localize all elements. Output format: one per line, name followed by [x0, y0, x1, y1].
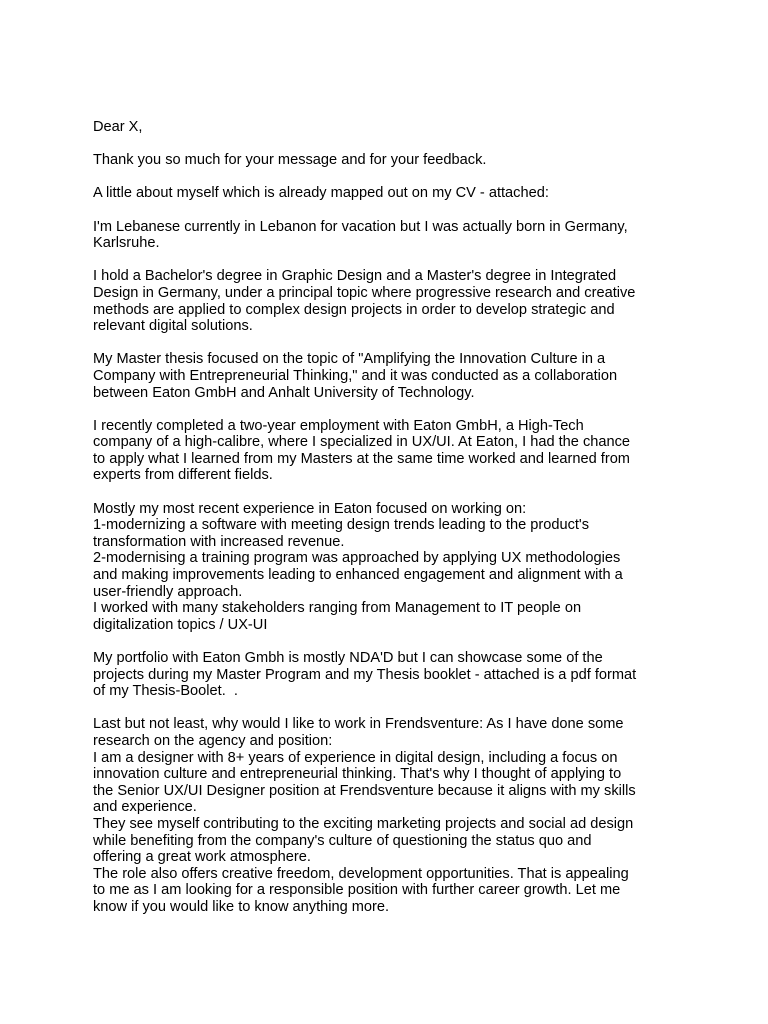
text-line: know if you would like to know anything more. [93, 898, 390, 915]
text-line: I recently completed a two-year employment with Eaton GmbH, a High-Tech [93, 417, 584, 434]
paragraph-experience [93, 501, 693, 634]
text-line: research on the agency and position: [93, 732, 333, 749]
text-line: Mostly my most recent experience in Eaton focused on working on: [93, 500, 527, 517]
text-line: of my Thesis-Boolet. . [93, 683, 238, 700]
paragraph-motivation [93, 716, 693, 915]
paragraph-employment [93, 418, 693, 484]
paragraph-thanks [93, 152, 693, 169]
text-line: digitalization topics / UX-UI [93, 616, 268, 633]
text-line: while benefiting from the company's culture of questioning the status quo and [93, 832, 592, 849]
text-line: and experience. [93, 799, 197, 816]
text-line: Design in Germany, under a principal topic where progressive research and creative [93, 284, 636, 301]
text-line: I hold a Bachelor's degree in Graphic Design and a Master's degree in Integrated [93, 268, 617, 285]
text-line: My Master thesis focused on the topic of "Amplifying the Innovation Culture in a [93, 351, 606, 368]
text-line: to apply what I learned from my Masters at the same time worked and learned from [93, 450, 630, 467]
text-line: experts from different fields. [93, 467, 273, 484]
text-line: user-friendly approach. [93, 583, 243, 600]
text-line: I worked with many stakeholders ranging from Management to IT people on [93, 600, 582, 617]
text-line: The role also offers creative freedom, development opportunities. That is appealing [93, 865, 629, 882]
letter-body [93, 119, 693, 932]
text-line: transformation with increased revenue. [93, 533, 345, 550]
text-line: and making improvements leading to enhanced engagement and alignment with a [93, 567, 623, 584]
text-line: innovation culture and entrepreneurial thinking. That's why I thought of applying to [93, 766, 622, 783]
text-line: They see myself contributing to the exciting marketing projects and social ad design [93, 815, 634, 832]
text-line: offering a great work atmosphere. [93, 849, 311, 866]
text-line: Thank you so much for your message and for your feedback. [93, 152, 487, 169]
paragraph-cv-intro [93, 185, 693, 202]
text-line: Karlsruhe. [93, 235, 160, 252]
text-line: Last but not least, why would I like to work in Frendsventure: As I have done some [93, 716, 624, 733]
text-line: the Senior UX/UI Designer position at Frendsventure because it aligns with my skills [93, 782, 636, 799]
paragraph-thesis [93, 351, 693, 401]
text-line: methods are applied to complex design projects in order to develop strategic and [93, 301, 615, 318]
text-line: 1-modernizing a software with meeting design trends leading to the product's [93, 517, 590, 534]
text-line: A little about myself which is already mapped out on my CV - attached: [93, 185, 549, 202]
text-line: between Eaton GmbH and Anhalt University of Technology. [93, 384, 475, 401]
text-line: Company with Entrepreneurial Thinking," and it was conducted as a collaboration [93, 367, 618, 384]
text-line: projects during my Master Program and my Thesis booklet - attached is a pdf format [93, 666, 637, 683]
paragraph-education [93, 268, 693, 334]
text-line: I am a designer with 8+ years of experience in digital design, including a focus on [93, 749, 618, 766]
text-line: 2-modernising a training program was approached by applying UX methodologies [93, 550, 621, 567]
text-line: Dear X, [93, 119, 143, 135]
paragraph-portfolio [93, 650, 693, 700]
text-line: company of a high-calibre, where I specialized in UX/UI. At Eaton, I had the chance [93, 434, 631, 451]
text-line: to me as I am looking for a responsible position with further career growth. Let me [93, 882, 621, 899]
text-line: I'm Lebanese currently in Lebanon for vacation but I was actually born in Germany, [93, 218, 628, 235]
salutation [93, 119, 693, 136]
text-line: My portfolio with Eaton Gmbh is mostly NDA'D but I can showcase some of the [93, 650, 603, 666]
text-line: relevant digital solutions. [93, 318, 253, 335]
paragraph-origin [93, 219, 693, 252]
